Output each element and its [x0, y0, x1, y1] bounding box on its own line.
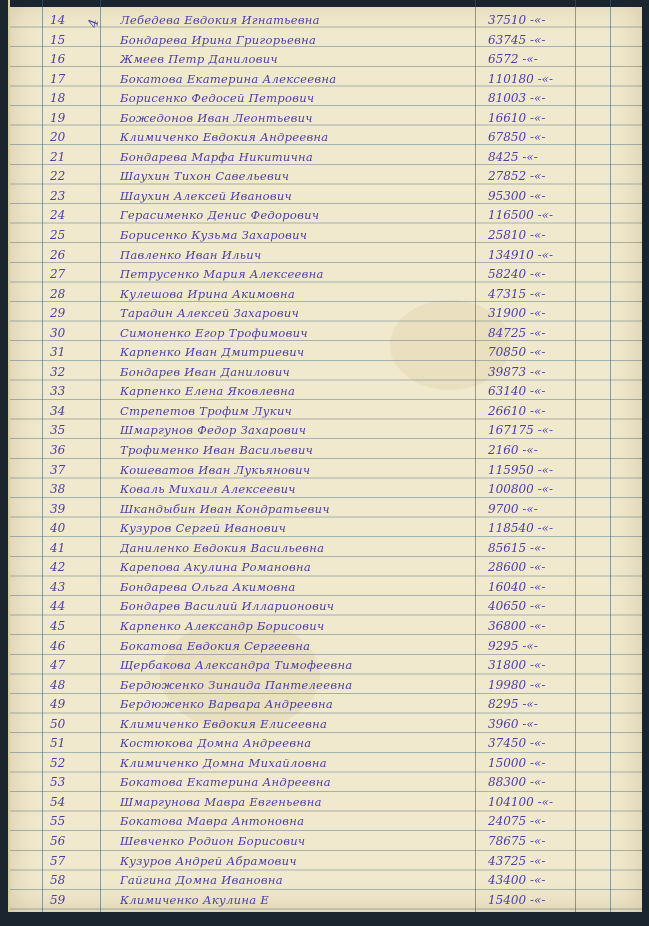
amount: 6572 -«- [488, 52, 538, 67]
row-number: 41 [50, 540, 66, 555]
person-name: Шкандыбин Иван Кондратьевич [120, 501, 330, 516]
amount: 15000 -«- [488, 755, 546, 770]
amount: 118540 -«- [488, 521, 554, 536]
row-number: 44 [50, 599, 66, 614]
amount: 24075 -«- [488, 814, 546, 829]
row-number: 42 [50, 560, 66, 575]
ledger-row [10, 792, 642, 812]
amount: 15400 -«- [488, 892, 546, 907]
ledger-row [10, 890, 642, 910]
ledger-row [10, 264, 642, 284]
person-name: Герасименко Денис Федорович [120, 208, 320, 223]
person-name: Климиченко Акулина Е [120, 892, 270, 907]
ledger-row [10, 303, 642, 323]
ledger-row [10, 401, 642, 421]
person-name: Климиченко Евдокия Елисеевна [120, 716, 328, 731]
person-name: Климиченко Домна Михайловна [120, 755, 327, 770]
ledger-row [10, 655, 642, 675]
person-name: Бондарева Марфа Никитична [120, 149, 314, 164]
row-number: 53 [50, 775, 66, 790]
row-number: 59 [50, 892, 66, 907]
ledger-row [10, 479, 642, 499]
row-number: 17 [50, 71, 66, 86]
amount: 3960 -«- [488, 716, 538, 731]
row-number: 22 [50, 169, 66, 184]
row-number: 25 [50, 228, 66, 243]
ledger-row [10, 166, 642, 186]
person-name: Костюкова Домна Андреевна [120, 736, 312, 751]
amount: 37450 -«- [488, 736, 546, 751]
row-number: 24 [50, 208, 66, 223]
row-number: 54 [50, 794, 66, 809]
ledger-row [10, 284, 642, 304]
amount: 47315 -«- [488, 286, 546, 301]
row-number: 50 [50, 716, 66, 731]
amount: 167175 -«- [488, 423, 554, 438]
amount: 134910 -«- [488, 247, 554, 262]
amount: 81003 -«- [488, 91, 546, 106]
person-name: Жмеев Петр Данилович [120, 52, 278, 67]
person-name: Карпенко Елена Яковлевна [120, 384, 296, 399]
row-number: 47 [50, 658, 66, 673]
amount: 70850 -«- [488, 345, 546, 360]
amount: 100800 -«- [488, 482, 554, 497]
row-number: 56 [50, 833, 66, 848]
person-name: Стрепетов Трофим Лукич [120, 403, 293, 418]
ledger-row [10, 420, 642, 440]
amount: 9295 -«- [488, 638, 538, 653]
person-name: Шаухин Алексей Иванович [120, 188, 293, 203]
row-number: 33 [50, 384, 66, 399]
row-number: 27 [50, 267, 66, 282]
amount: 16040 -«- [488, 579, 546, 594]
person-name: Божедонов Иван Леонтьевич [120, 110, 313, 125]
person-name: Кошеватов Иван Лукьянович [120, 462, 311, 477]
row-number: 28 [50, 286, 66, 301]
row-number: 14 [50, 13, 66, 27]
amount: 88300 -«- [488, 775, 546, 790]
person-name: Шаухин Тихон Савельевич [120, 169, 290, 184]
person-name: Лебедева Евдокия Игнатьевна [120, 13, 320, 27]
ledger-row [10, 714, 642, 734]
row-number: 21 [50, 149, 66, 164]
ledger-row [10, 460, 642, 480]
margin-note: 4 [86, 18, 103, 29]
amount: 84725 -«- [488, 325, 546, 340]
amount: 16610 -«- [488, 110, 546, 125]
amount: 43400 -«- [488, 873, 546, 888]
ledger-row [10, 636, 642, 656]
person-name: Климиченко Евдокия Андреевна [120, 130, 329, 145]
person-name: Павленко Иван Ильич [120, 247, 262, 262]
amount: 19980 -«- [488, 677, 546, 692]
ledger-row [10, 616, 642, 636]
amount: 36800 -«- [488, 618, 546, 633]
row-number: 29 [50, 306, 66, 321]
person-name: Бердюженко Зинаида Пантелеевна [120, 677, 353, 692]
amount: 8295 -«- [488, 697, 538, 712]
ledger-row [10, 245, 642, 265]
person-name: Бокатова Евдокия Сергеевна [120, 638, 311, 653]
row-number: 52 [50, 755, 66, 770]
person-name: Шмаргунова Мавра Евгеньевна [120, 794, 322, 809]
person-name: Бондарева Ольга Акимовна [120, 579, 296, 594]
row-number: 35 [50, 423, 66, 438]
row-number: 46 [50, 638, 66, 653]
person-name: Петрусенко Мария Алексеевна [120, 267, 324, 282]
amount: 110180 -«- [488, 71, 554, 86]
person-name: Кузуров Андрей Абрамович [120, 853, 297, 868]
person-name: Бокатова Мавра Антоновна [120, 814, 305, 829]
ledger-row [10, 557, 642, 577]
row-number: 26 [50, 247, 66, 262]
ledger-row [10, 69, 642, 89]
person-name: Тарадин Алексей Захарович [120, 306, 300, 321]
row-number: 36 [50, 443, 66, 458]
ledger-row [10, 733, 642, 753]
person-name: Гайгина Домна Ивановна [120, 873, 283, 888]
person-name: Бондарев Василий Илларионович [120, 599, 335, 614]
amount: 115950 -«- [488, 462, 554, 477]
ledger-row [10, 108, 642, 128]
row-number: 23 [50, 188, 66, 203]
row-number: 18 [50, 91, 66, 106]
ledger-row [10, 49, 642, 69]
ledger-row [10, 675, 642, 695]
person-name: Щербакова Александра Тимофеевна [120, 658, 353, 673]
person-name: Борисенко Кузьма Захарович [120, 228, 308, 243]
row-number: 45 [50, 618, 66, 633]
amount: 26610 -«- [488, 403, 546, 418]
amount: 39873 -«- [488, 364, 546, 379]
amount: 31900 -«- [488, 306, 546, 321]
ledger-row [10, 518, 642, 538]
row-number: 43 [50, 579, 66, 594]
ledger-row [10, 127, 642, 147]
row-number: 40 [50, 521, 66, 536]
person-name: Трофименко Иван Васильевич [120, 443, 314, 458]
row-number: 15 [50, 32, 66, 47]
row-number: 31 [50, 345, 66, 360]
row-number: 48 [50, 677, 66, 692]
row-number: 39 [50, 501, 66, 516]
person-name: Кулешова Ирина Акимовна [120, 286, 296, 301]
amount: 104100 -«- [488, 794, 554, 809]
ledger-row [10, 870, 642, 890]
row-number: 37 [50, 462, 66, 477]
amount: 27852 -«- [488, 169, 546, 184]
amount: 40650 -«- [488, 599, 546, 614]
person-name: Карпенко Александр Борисович [120, 618, 325, 633]
amount: 25810 -«- [488, 228, 546, 243]
row-number: 16 [50, 52, 66, 67]
amount: 28600 -«- [488, 560, 546, 575]
amount: 31800 -«- [488, 658, 546, 673]
ledger-row [10, 538, 642, 558]
amount: 116500 -«- [488, 208, 554, 223]
amount: 85615 -«- [488, 540, 546, 555]
ledger-row [10, 753, 642, 773]
ledger-row [10, 577, 642, 597]
amount: 43725 -«- [488, 853, 546, 868]
person-name: Бондарев Иван Данилович [120, 364, 291, 379]
row-number: 58 [50, 873, 66, 888]
amount: 95300 -«- [488, 188, 546, 203]
person-name: Бокатова Екатерина Алексеевна [120, 71, 337, 86]
row-number: 55 [50, 814, 66, 829]
person-name: Борисенко Федосей Петрович [120, 91, 315, 106]
ledger-row [10, 30, 642, 50]
row-number: 49 [50, 697, 66, 712]
person-name: Карпенко Иван Дмитриевич [120, 345, 305, 360]
row-number: 51 [50, 736, 66, 751]
amount: 2160 -«- [488, 443, 538, 458]
person-name: Бондарева Ирина Григорьевна [120, 32, 317, 47]
row-number: 19 [50, 110, 66, 125]
ledger-row [10, 499, 642, 519]
row-number: 20 [50, 130, 66, 145]
ledger-row [10, 772, 642, 792]
person-name: Коваль Михаил Алексеевич [120, 482, 296, 497]
ledger-row [10, 440, 642, 460]
person-name: Бокатова Екатерина Андреевна [120, 775, 331, 790]
amount: 63745 -«- [488, 32, 546, 47]
row-number: 38 [50, 482, 66, 497]
row-number: 32 [50, 364, 66, 379]
person-name: Бердюженко Варвара Андреевна [120, 697, 334, 712]
row-number: 34 [50, 403, 66, 418]
row-number: 30 [50, 325, 66, 340]
person-name: Симоненко Егор Трофимович [120, 325, 308, 340]
person-name: Кузуров Сергей Иванович [120, 521, 287, 536]
ledger-row [10, 205, 642, 225]
person-name: Даниленко Евдокия Васильевна [120, 540, 325, 555]
ledger-row [10, 342, 642, 362]
amount: 67850 -«- [488, 130, 546, 145]
ledger-page [8, 0, 642, 912]
ledger-row [10, 831, 642, 851]
ledger-row [10, 694, 642, 714]
ledger-row [10, 596, 642, 616]
ledger-row [10, 88, 642, 108]
row-number: 57 [50, 853, 66, 868]
ledger-row [10, 147, 642, 167]
person-name: Шевченко Родион Борисович [120, 833, 306, 848]
ledger-row [10, 323, 642, 343]
ledger-row [10, 381, 642, 401]
amount: 8425 -«- [488, 149, 538, 164]
person-name: Шмаргунов Федор Захарович [120, 423, 307, 438]
ledger-row [10, 186, 642, 206]
ledger-rows [10, 10, 642, 909]
amount: 37510 -«- [488, 13, 546, 27]
ledger-row [10, 225, 642, 245]
amount: 9700 -«- [488, 501, 538, 516]
ledger-row [10, 362, 642, 382]
ledger-row [10, 10, 642, 30]
person-name: Карепова Акулина Романовна [120, 560, 311, 575]
ledger-row [10, 851, 642, 871]
amount: 78675 -«- [488, 833, 546, 848]
ledger-row [10, 811, 642, 831]
amount: 63140 -«- [488, 384, 546, 399]
amount: 58240 -«- [488, 267, 546, 282]
